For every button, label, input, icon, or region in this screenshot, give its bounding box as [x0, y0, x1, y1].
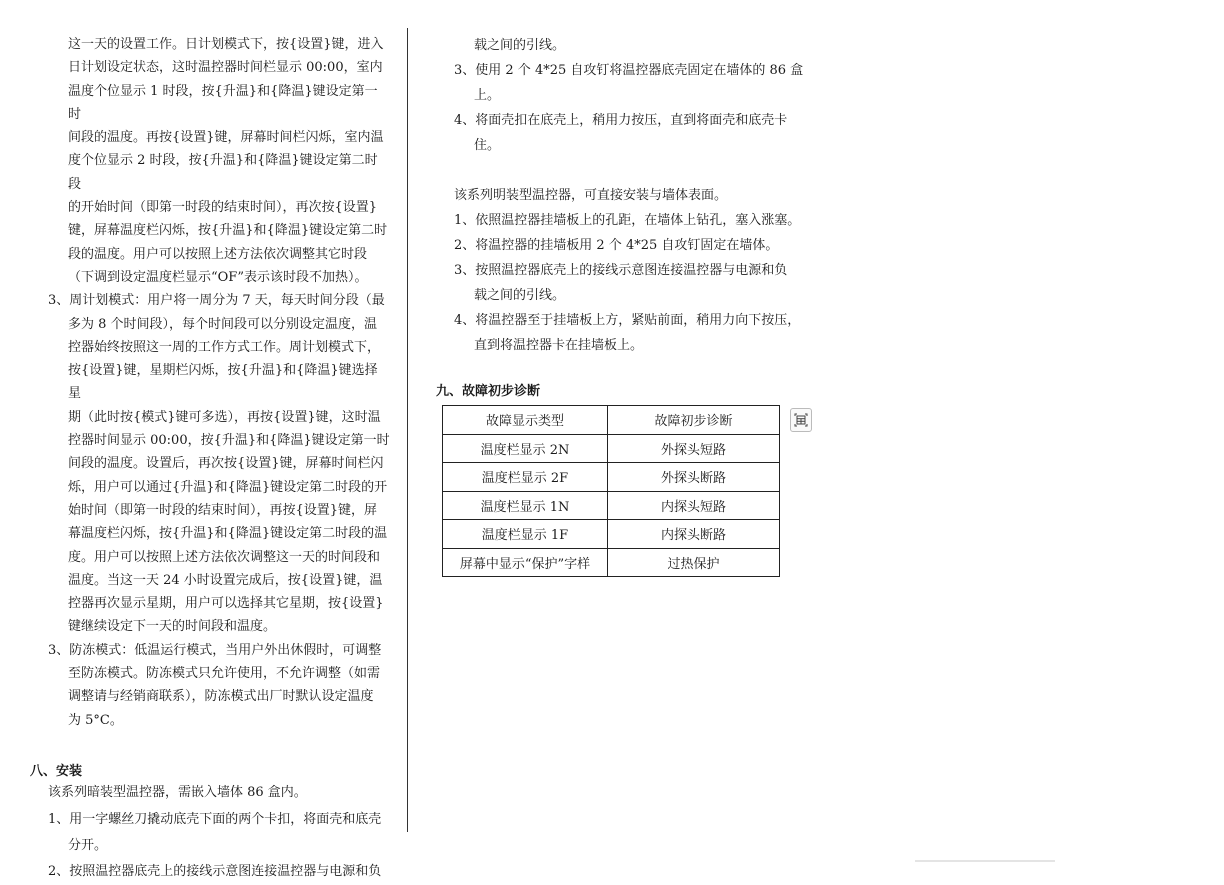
- text-line: 控器始终按照这一周的工作方式工作。周计划模式下，: [68, 339, 381, 355]
- surface-intro: 该系列明装型温控器，可直接安装与墙体表面。: [454, 188, 728, 203]
- text-line: 调整请与经销商联系），防冻模式出厂时默认设定温度: [68, 689, 374, 705]
- text-line: 上。: [474, 88, 501, 103]
- list-item-first-line: 3、周计划模式：用户将一周分为 7 天，每天时间分段（最: [48, 293, 385, 309]
- text-line: 间段的温度。再按{设置}键，屏幕时间栏闪烁，室内温: [68, 130, 384, 146]
- text-line: 直到将温控器卡在挂墙板上。: [474, 338, 644, 353]
- section-heading-diagnosis: 九、故障初步诊断: [436, 384, 541, 399]
- table-cell: 过热保护: [608, 548, 780, 577]
- list-item-first-line: 3、按照温控器底壳上的接线示意图连接温控器与电源和负: [454, 263, 788, 278]
- text-line: 分开。: [68, 838, 108, 854]
- table-header-row: [443, 406, 780, 435]
- text-line: （下调到设定温度栏显示“OF”表示该时段不加热）。: [68, 269, 368, 285]
- table-row: [443, 463, 780, 492]
- install-intro: 该系列暗装型温控器，需嵌入墙体 86 盒内。: [48, 784, 307, 800]
- text-line: 间段的温度。设置后，再次按{设置}键，屏幕时间栏闪: [68, 456, 384, 472]
- list-item: 2、将温控器的挂墙板用 2 个 4*25 自攻钉固定在墙体。: [454, 238, 779, 253]
- table-cell: 屏幕中显示“保护”字样: [443, 548, 608, 577]
- table-row: [443, 548, 780, 577]
- table-cell: 温度栏显示 2N: [443, 434, 608, 463]
- text-line: 日计划设定状态，这时温控器时间栏显示 00:00，室内: [68, 60, 383, 76]
- text-line: 按{设置}键，星期栏闪烁，按{升温}和{降温}键选择星: [68, 363, 378, 402]
- table-select-icon[interactable]: [790, 408, 812, 432]
- text-line: 温度个位显示 1 时段，按{升温}和{降温}键设定第一时: [68, 83, 378, 122]
- list-item: 1、依照温控器挂墙板上的孔距，在墙体上钻孔，塞入涨塞。: [454, 213, 801, 228]
- section-heading-install: 八、安装: [30, 763, 83, 779]
- table-row: [443, 520, 780, 549]
- text-line: 载之间的引线。: [474, 288, 566, 303]
- left-column: [30, 33, 390, 885]
- table-row: [443, 491, 780, 520]
- table-cell: 外探头短路: [608, 434, 780, 463]
- page-edge-shadow: [915, 860, 1055, 862]
- right-column: [436, 33, 816, 403]
- table-cell: 温度栏显示 2F: [443, 463, 608, 492]
- text-line: 控器再次显示星期，用户可以选择其它星期，按{设置}: [68, 596, 384, 612]
- diagnosis-table: [442, 405, 780, 577]
- text-line: 段的温度。用户可以按照上述方法依次调整其它时段: [68, 246, 368, 262]
- text-line: 始时间（即第一时段的结束时间），再按{设置}键，屏: [68, 502, 378, 518]
- text-line: 键继续设定下一天的时间段和温度。: [68, 619, 277, 635]
- text-line: 控器时间显示 00:00，按{升温}和{降温}键设定第一时: [68, 433, 390, 449]
- text-line: 度个位显示 2 时段，按{升温}和{降温}键设定第二时段: [68, 153, 378, 192]
- table-header-cell: 故障显示类型: [443, 406, 608, 435]
- text-line: 为 5°C。: [68, 712, 123, 728]
- list-item-first-line: 4、将面壳扣在底壳上，稍用力按压，直到将面壳和底壳卡: [454, 113, 788, 128]
- list-item-first-line: 4、将温控器至于挂墙板上方，紧贴前面，稍用力向下按压，: [454, 313, 801, 328]
- text-line: 键，屏幕温度栏闪烁，按{升温}和{降温}键设定第二时: [68, 223, 388, 239]
- text-line: 温度。当这一天 24 小时设置完成后，按{设置}键，温: [68, 572, 383, 588]
- text-line: 多为 8 个时间段），每个时间段可以分别设定温度，温: [68, 316, 378, 332]
- text-line: 至防冻模式。防冻模式只允许使用，不允许调整（如需: [68, 666, 381, 682]
- daily-plan-paragraph: [30, 33, 390, 289]
- table-select-icon-glyph: [794, 413, 808, 427]
- table-cell: 温度栏显示 1F: [443, 520, 608, 549]
- table-row: [443, 434, 780, 463]
- table-cell: 温度栏显示 1N: [443, 491, 608, 520]
- text-line: 住。: [474, 138, 501, 153]
- list-item-first-line: 2、按照温控器底壳上的接线示意图连接温控器与电源和负: [48, 864, 382, 880]
- table-cell: 内探头断路: [608, 520, 780, 549]
- table-cell: 外探头断路: [608, 463, 780, 492]
- text-line: 的开始时间（即第一时段的结束时间），再次按{设置}: [68, 200, 378, 216]
- list-item-first-line: 3、使用 2 个 4*25 自攻钉将温控器底壳固定在墙体的 86 盒: [454, 63, 804, 78]
- weekly-plan-item: [30, 289, 390, 638]
- table-header-cell: 故障初步诊断: [608, 406, 780, 435]
- text-line: 载之间的引线。: [474, 38, 566, 53]
- text-line: 幕温度栏闪烁，按{升温}和{降温}键设定第二时段的温: [68, 526, 388, 542]
- list-item-first-line: 1、用一字螺丝刀撬动底壳下面的两个卡扣，将面壳和底壳: [48, 812, 382, 828]
- text-line: 期（此时按{模式}键可多选），再按{设置}键，这时温: [68, 409, 381, 425]
- table-cell: 内探头短路: [608, 491, 780, 520]
- text-line: 这一天的设置工作。日计划模式下，按{设置}键，进入: [68, 37, 384, 52]
- antifreeze-item: [30, 639, 390, 732]
- text-line: 度。用户可以按照上述方法依次调整这一天的时间段和: [68, 549, 381, 565]
- text-line: 烁，用户可以通过{升温}和{降温}键设定第二时段的开: [68, 479, 388, 495]
- column-divider: [407, 28, 408, 832]
- list-item-first-line: 3、防冻模式：低温运行模式，当用户外出休假时，可调整: [48, 642, 382, 658]
